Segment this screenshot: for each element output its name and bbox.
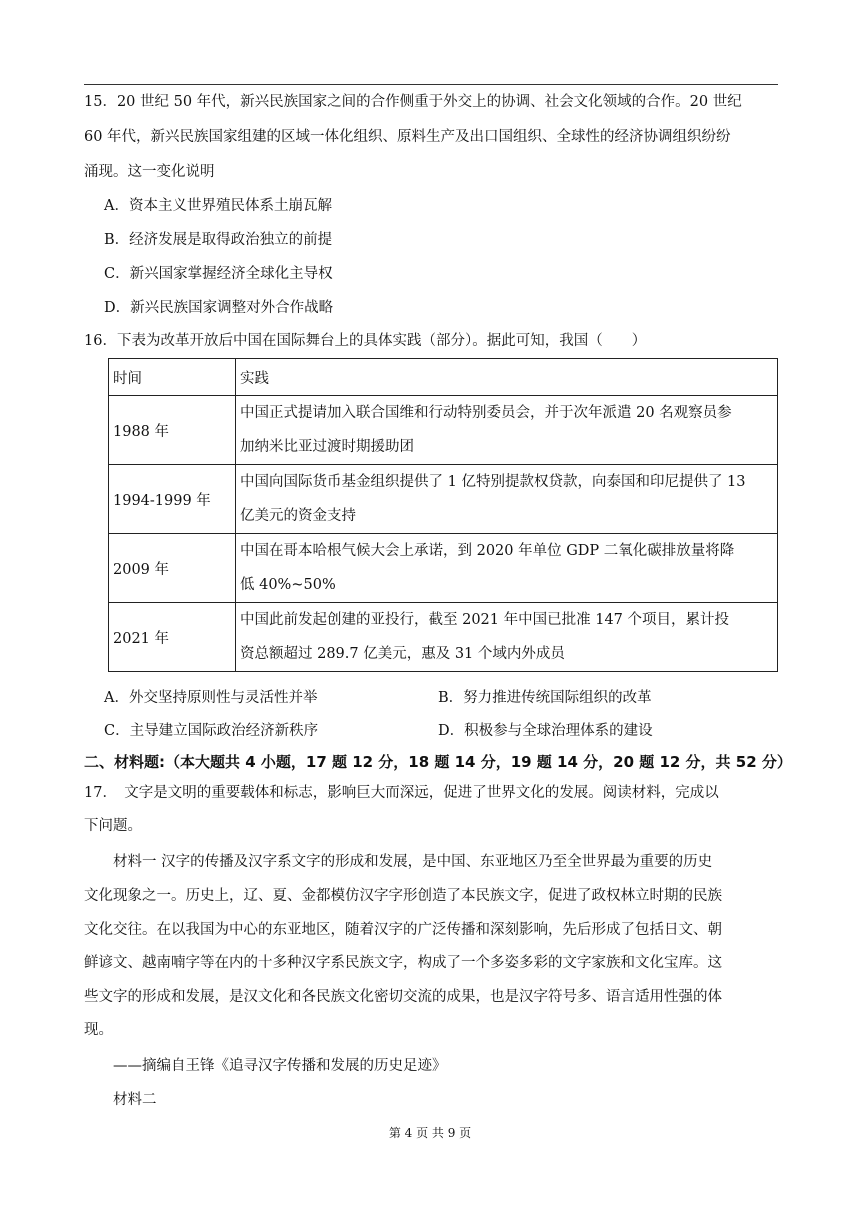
q17-line: 现。 xyxy=(84,1022,113,1038)
table-cell-line: 加纳米比亚过渡时期援助团 xyxy=(240,439,414,455)
table-cell-practice xyxy=(236,465,778,534)
table-cell-line: 中国向国际货币基金组织提供了 1 亿特别提款权贷款，向泰国和印尼提供了 13 xyxy=(240,474,746,490)
q16-option-a: A．外交坚持原则性与灵活性并举 xyxy=(104,690,318,706)
q15-option-b: B．经济发展是取得政治独立的前提 xyxy=(104,232,333,248)
table-cell-line: 亿美元的资金支持 xyxy=(240,508,356,524)
q17-material-two-label: 材料二 xyxy=(84,1092,157,1108)
q17-line: 文化现象之一。历史上，辽、夏、金都模仿汉字字形创造了本民族文字，促进了政权林立时期的民族 xyxy=(84,888,722,904)
page-number-footer: 第 4 页 共 9 页 xyxy=(388,1126,472,1140)
q16-option-d: D．积极参与全球治理体系的建设 xyxy=(438,723,653,739)
table-cell-time: 2009 年 xyxy=(109,534,236,603)
table-row xyxy=(109,534,778,603)
q17-source-line: ——摘编自王锋《追寻汉字传播和发展的历史足迹》 xyxy=(84,1058,447,1074)
section-heading: 二、材料题:（本大题共 4 小题，17 题 12 分，18 题 14 分，19 题 14 分，20 题 12 分，共 52 分） xyxy=(84,753,792,771)
table-header-practice: 实践 xyxy=(236,359,778,396)
q16-option-b: B．努力推进传统国际组织的改革 xyxy=(438,690,652,706)
table-cell-time: 1988 年 xyxy=(109,396,236,465)
q15-line-1: 15．20 世纪 50 年代，新兴民族国家之间的合作侧重于外交上的协调、社会文化领域的合作。20 世纪 xyxy=(84,94,742,110)
table-cell-practice xyxy=(236,534,778,603)
table-row xyxy=(109,465,778,534)
q15-option-a: A．资本主义世界殖民体系土崩瓦解 xyxy=(104,198,332,214)
table-cell-time: 2021 年 xyxy=(109,603,236,672)
q16-option-c: C．主导建立国际政治经济新秩序 xyxy=(104,723,319,739)
q15-option-c: C．新兴国家掌握经济全球化主导权 xyxy=(104,266,333,282)
table-cell-line: 中国此前发起创建的亚投行，截至 2021 年中国已批准 147 个项目，累计投 xyxy=(240,612,730,628)
table-cell-practice xyxy=(236,603,778,672)
table-cell-line: 资总额超过 289.7 亿美元，惠及 31 个域内外成员 xyxy=(240,646,565,662)
q15-line-2: 60 年代，新兴民族国家组建的区域一体化组织、原料生产及出口国组织、全球性的经济协调组织纷纷 xyxy=(84,129,731,145)
q15-line-3: 涌现。这一变化说明 xyxy=(84,164,215,180)
table-cell-time: 1994-1999 年 xyxy=(109,465,236,534)
table-header-row xyxy=(109,359,778,396)
table-row xyxy=(109,396,778,465)
table-row xyxy=(109,603,778,672)
q17-line: 些文字的形成和发展，是汉文化和各民族文化密切交流的成果，也是汉字符号多、语言适用性强的体 xyxy=(84,989,722,1005)
table-cell-line: 中国正式提请加入联合国维和行动特别委员会，并于次年派遣 20 名观察员参 xyxy=(240,405,732,421)
table-cell-line: 中国在哥本哈根气候大会上承诺，到 2020 年单位 GDP 二氧化碳排放量将降 xyxy=(240,543,735,559)
q17-line: 鲜谚文、越南喃字等在内的十多种汉字系民族文字，构成了一个多姿多彩的文字家族和文化宝库。这 xyxy=(84,955,722,971)
table-cell-practice xyxy=(236,396,778,465)
q16-table xyxy=(108,358,778,672)
q17-line: 文化交往。在以我国为中心的东亚地区，随着汉字的广泛传播和深刻影响，先后形成了包括日文、朝 xyxy=(84,922,722,938)
header-rule xyxy=(84,84,778,85)
q15-option-d: D．新兴民族国家调整对外合作战略 xyxy=(104,300,334,316)
q17-line: 下问题。 xyxy=(84,818,142,834)
table-header-time: 时间 xyxy=(109,359,236,396)
q16-stem: 16．下表为改革开放后中国在国际舞台上的具体实践（部分）。据此可知，我国（ ） xyxy=(84,333,647,349)
q17-line: 17． 文字是文明的重要载体和标志，影响巨大而深远，促进了世界文化的发展。阅读材料，完成以 xyxy=(84,785,719,801)
table-cell-line: 低 40%~50% xyxy=(240,577,336,593)
q17-line: 材料一 汉字的传播及汉字系文字的形成和发展，是中国、东亚地区乃至全世界最为重要的历史 xyxy=(84,854,713,870)
